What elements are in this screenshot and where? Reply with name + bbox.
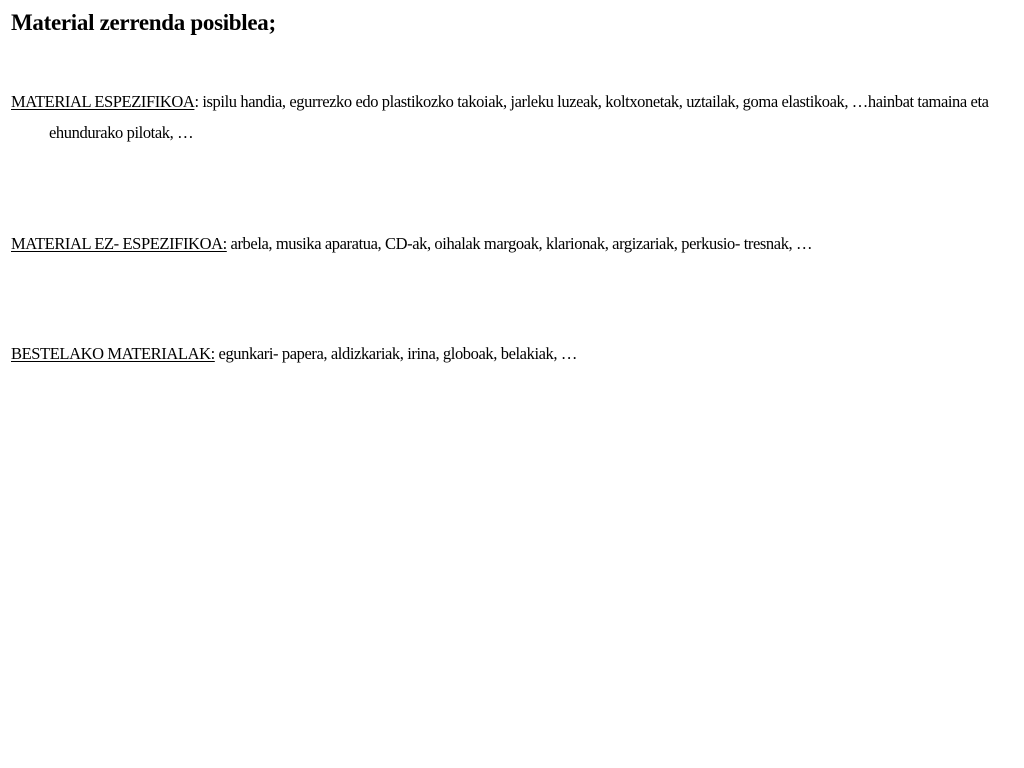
item-label: MATERIAL ESPEZIFIKOA [11, 92, 195, 111]
list-item-material-ez-espezifikoa [11, 228, 1024, 259]
list-item-material-espezifikoa [11, 86, 989, 148]
item-text: arbela, musika aparatua, CD-ak, oihalak margoak, klarionak, argizariak, perkusio- tresnak, … [226, 234, 813, 253]
item-text: : ispilu handia, egurrezko edo plastikozko takoiak, jarleku luzeak, koltxonetak, uztailak, goma elastikoak, …hainbat tamaina eta ehundurako pilotak, … [49, 92, 989, 142]
item-label: MATERIAL EZ- ESPEZIFIKOA: [11, 234, 227, 253]
item-label: BESTELAKO MATERIALAK: [11, 344, 215, 363]
list-item-bestelako-materialak [11, 338, 1024, 369]
item-text: egunkari- papera, aldizkariak, irina, globoak, belakiak, … [214, 344, 577, 363]
slide-title: Material zerrenda posiblea; [11, 10, 276, 35]
